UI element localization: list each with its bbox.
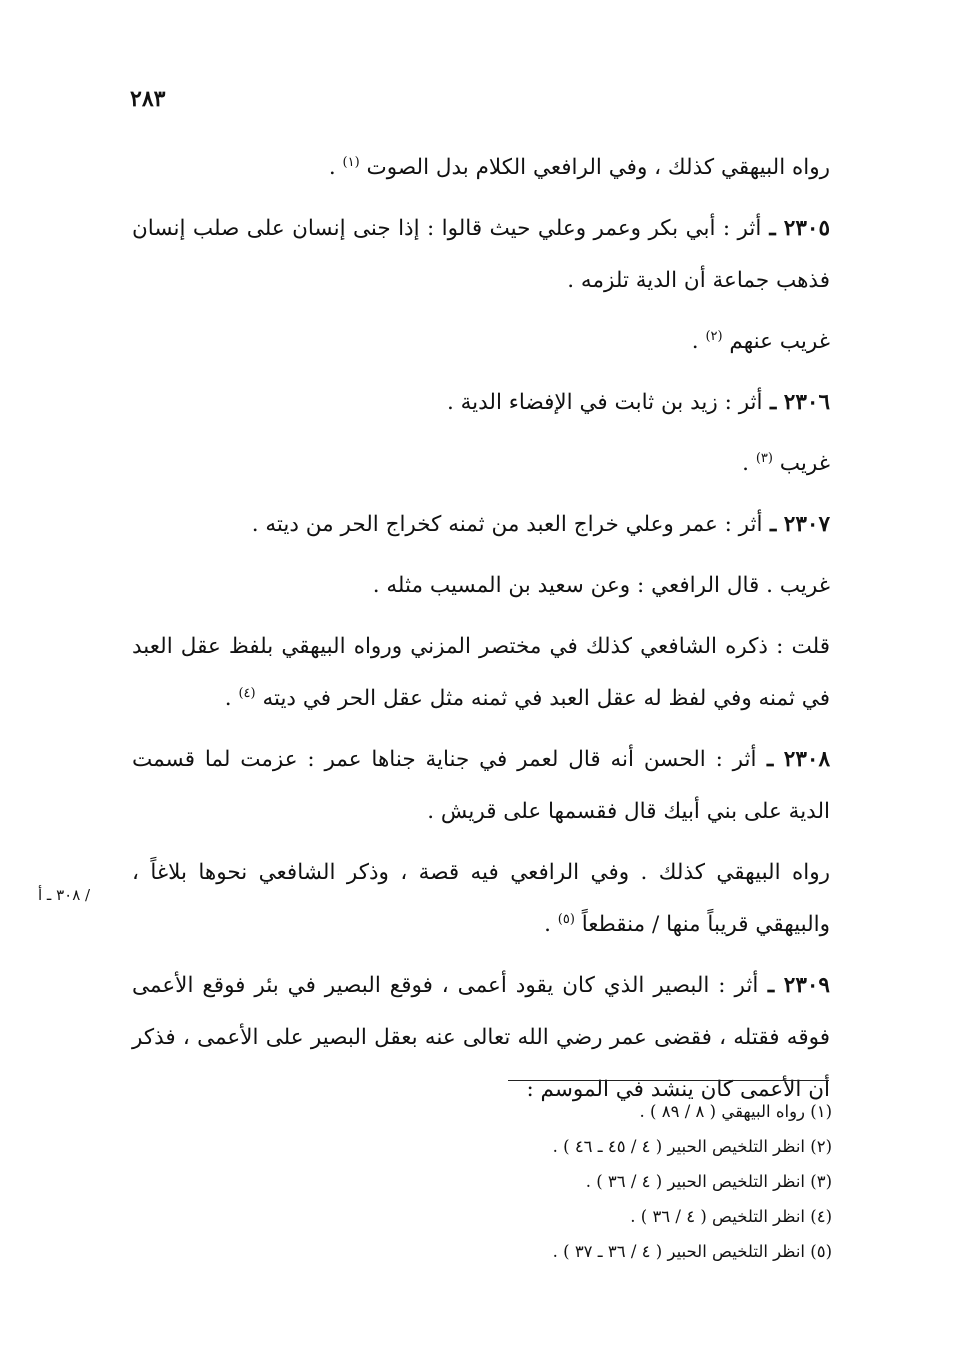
paragraph-text: غريب	[779, 451, 830, 476]
footnote: (٤) انظر التلخيص ( ٤ / ٣٦ ) .	[630, 1207, 832, 1226]
footnote-ref: (١)	[342, 154, 360, 170]
entry-number: ٢٣٠٥ ـ	[761, 216, 830, 241]
margin-manuscript-note: / ٣٠٨ ـ أ	[38, 886, 91, 904]
paragraph-tail: .	[224, 686, 239, 711]
paragraph-text: غريب عنهم	[729, 329, 830, 354]
paragraph-text: أثر : البصير الذي كان يقود أعمى ، فوقع البصير في بئر فوقع الأعمى فوقه فقتله ، فقضى عمر رضي الله تعالى عنه بعقل البصير على الأعمى ، فذكر أن الأعمى كان ينشد في الموسم :	[132, 973, 830, 1102]
paragraph-text: أثر : عمر وعلي خراج العبد من ثمنه كخراج الحر من ديته .	[251, 512, 763, 537]
paragraph	[132, 847, 830, 951]
footnote: (١) رواه البيهقي ( ٨ / ٨٩ ) .	[639, 1102, 832, 1121]
entry-paragraph	[132, 203, 830, 307]
entry-paragraph	[132, 377, 830, 429]
entry-paragraph	[132, 960, 830, 1116]
entry-number: ٢٣٠٩ ـ	[758, 973, 830, 998]
footnote: (٥) انظر التلخيص الحبير ( ٤ / ٣٦ ـ ٣٧ ) .	[552, 1242, 832, 1261]
entry-number: ٢٣٠٧ ـ	[762, 512, 830, 537]
footnote: (٣) انظر التلخيص الحبير ( ٤ / ٣٦ ) .	[585, 1172, 832, 1191]
footnote-ref: (٥)	[557, 911, 575, 927]
footnote-ref: (٤)	[238, 685, 256, 701]
entry-number: ٢٣٠٨ ـ	[756, 747, 830, 772]
paragraph	[132, 142, 830, 194]
entry-paragraph	[132, 499, 830, 551]
paragraph-tail: .	[328, 155, 343, 180]
paragraph	[132, 621, 830, 725]
body-text-top	[132, 142, 830, 1125]
paragraph-text: غريب . قال الرافعي : وعن سعيد بن المسيب مثله .	[372, 573, 830, 598]
paragraph-tail: .	[742, 451, 756, 476]
footnotes	[400, 1094, 832, 1269]
page-number: ٢٨٣	[130, 86, 166, 112]
paragraph	[132, 316, 830, 368]
entry-number: ٢٣٠٦ ـ	[762, 390, 830, 415]
paragraph-tail: .	[691, 329, 706, 354]
paragraph-tail: .	[544, 912, 558, 937]
footnote: (٢) انظر التلخيص الحبير ( ٤ / ٤٥ ـ ٤٦ ) .	[552, 1137, 832, 1156]
paragraph-text: أثر : زيد بن ثابت في الإفضاء الدية .	[446, 390, 763, 415]
footnote-divider	[508, 1080, 829, 1081]
paragraph-text: رواه البيهقي كذلك ، وفي الرافعي الكلام بدل الصوت	[366, 155, 830, 180]
footnote-ref: (٣)	[755, 450, 773, 466]
paragraph-text: قلت : ذكره الشافعي كذلك في مختصر المزني ورواه البيهقي بلفظ عقل العبد في ثمنه وفي لفظ له عقل العبد في ثمنه مثل عقل الحر في ديته	[132, 634, 830, 711]
paragraph-text: أثر : الحسن أنه قال لعمر في جناية جناها عمر : عزمت لما قسمت الدية على بني أبيك قال فقسمها على قريش .	[132, 747, 830, 824]
paragraph-text: رواه البيهقي كذلك . وفي الرافعي فيه قصة ، وذكر الشافعي نحوها بلاغاً ، والبيهقي قريباً منها / منقطعاً	[132, 860, 830, 937]
paragraph-text: أثر : أبي بكر وعمر وعلي حيث قالوا : إذا جنى إنسان على صلب إنسان فذهب جماعة أن الدية تلزمه .	[132, 216, 830, 293]
entry-paragraph	[132, 734, 830, 838]
footnote-ref: (٢)	[705, 328, 723, 344]
paragraph	[132, 560, 830, 612]
paragraph	[132, 438, 830, 490]
